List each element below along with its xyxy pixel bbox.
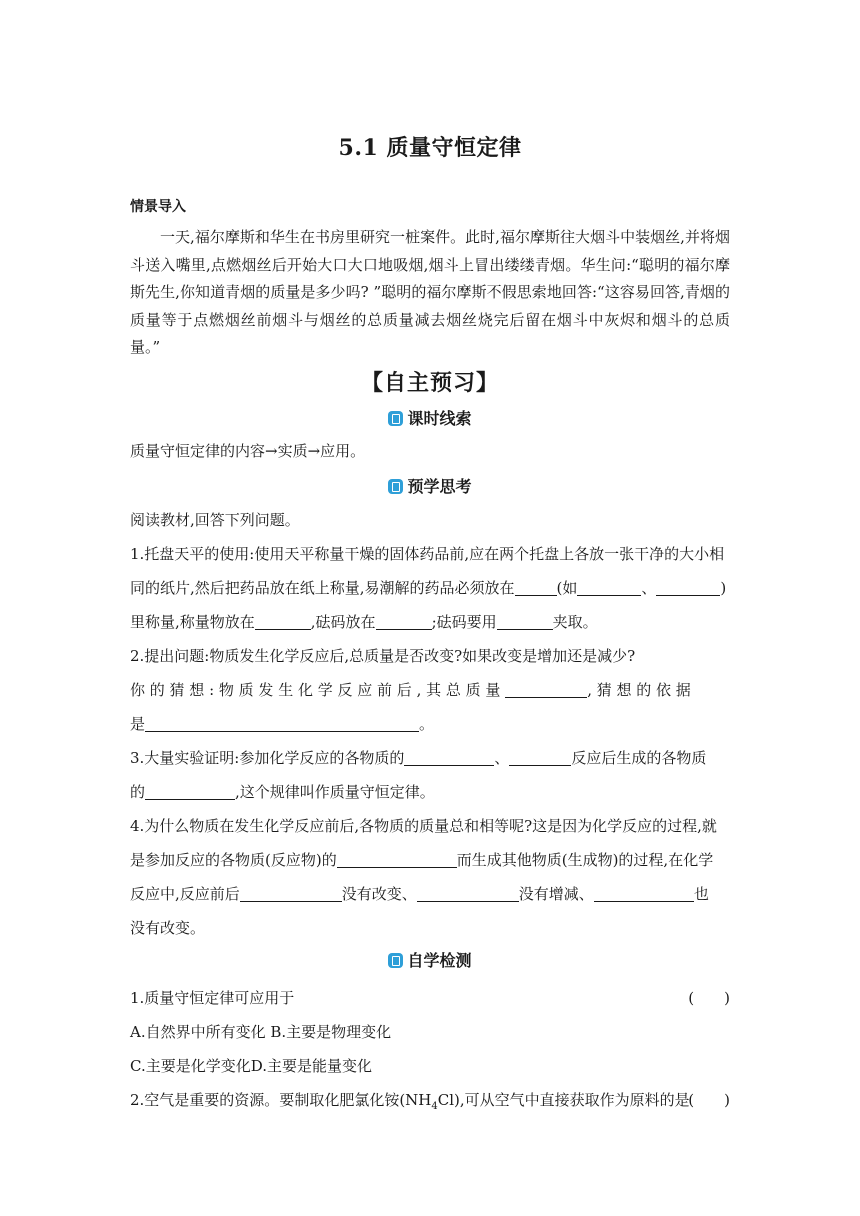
answer-blank[interactable] (515, 580, 557, 596)
q1-text: ,砝码放在 (310, 613, 376, 631)
q3-text: 、 (494, 749, 510, 767)
test1-stem (130, 987, 730, 1008)
answer-blank[interactable] (497, 614, 553, 630)
q2-text: , 猜 想 的 依 据 (587, 681, 691, 699)
q1-text: 同的纸片,然后把药品放在纸上称量,易潮解的药品必须放在 (130, 579, 515, 597)
page-title: 5.1 质量守恒定律 (338, 135, 522, 161)
subheading-label: 预学思考 (407, 477, 472, 496)
check-icon (388, 953, 403, 968)
read-prompt: 阅读教材,回答下列问题。 (130, 511, 300, 529)
answer-paren[interactable]: ( ) (688, 989, 730, 1007)
test2-stem (130, 1089, 730, 1112)
q2-line2 (130, 679, 730, 700)
answer-blank[interactable] (145, 716, 419, 732)
test1-options-cd: C.主要是化学变化D.主要是能量变化 (130, 1057, 372, 1075)
q3-text: 3.大量实验证明:参加化学反应的各物质的 (130, 749, 405, 767)
q1-text: 里称量,称量物放在 (130, 613, 255, 631)
subheading-preview (130, 474, 730, 497)
section-title: 【自主预习】 (360, 370, 499, 396)
answer-blank[interactable] (417, 886, 519, 902)
q1-text: 夹取。 (552, 613, 598, 631)
answer-blank[interactable] (240, 886, 342, 902)
q3-line1 (130, 747, 730, 768)
subheading-label: 自学检测 (407, 951, 472, 970)
q2-text: 是 (130, 715, 146, 733)
q4-text: 而生成其他物质(生成物)的过程,在化学 (456, 851, 714, 869)
clue-text: 质量守恒定律的内容→实质→应用。 (130, 442, 366, 460)
answer-blank[interactable] (376, 614, 432, 630)
q4-text: 反应中,反应前后 (130, 885, 240, 903)
q2-line3 (130, 713, 730, 734)
q1-line2 (130, 577, 730, 598)
answer-blank[interactable] (404, 750, 494, 766)
answer-blank[interactable] (509, 750, 571, 766)
q2-line1: 2.提出问题:物质发生化学反应后,总质量是否改变?如果改变是增加还是减少? (130, 647, 636, 665)
q3-text: 的 (130, 783, 146, 801)
answer-blank[interactable] (594, 886, 694, 902)
answer-blank[interactable] (577, 580, 641, 596)
subheading-lesson-clue (130, 406, 730, 429)
q1-line1: 1.托盘天平的使用:使用天平称量干燥的固体药品前,应在两个托盘上各放一张干净的大小相 (130, 545, 725, 563)
q1-text: ) (720, 579, 727, 597)
q4-line3 (130, 883, 730, 904)
test1-options-ab: A.自然界中所有变化 B.主要是物理变化 (130, 1023, 392, 1041)
q3-line2 (130, 781, 730, 802)
q1-text: 、 (641, 579, 657, 597)
answer-blank[interactable] (145, 784, 235, 800)
q4-text: 没有改变、 (341, 885, 417, 903)
q2-text: 你 的 猜 想 : 物 质 发 生 化 学 反 应 前 后 , 其 总 质 量 (130, 681, 501, 699)
intro-heading: 情景导入 (130, 199, 186, 215)
test2-text: Cl),可从空气中直接获取作为原料的是 (437, 1091, 690, 1109)
answer-blank[interactable] (505, 682, 587, 698)
subheading-label: 课时线索 (407, 409, 472, 428)
answer-blank[interactable] (337, 852, 457, 868)
answer-blank[interactable] (255, 614, 311, 630)
q3-text: ,这个规律叫作质量守恒定律。 (235, 783, 435, 801)
subheading-self-test (130, 948, 730, 971)
q4-line1: 4.为什么物质在发生化学反应前后,各物质的质量总和相等呢?这是因为化学反应的过程,就 (130, 817, 717, 835)
intro-paragraph: 一天,福尔摩斯和华生在书房里研究一桩案件。此时,福尔摩斯往大烟斗中装烟丝,并将烟斗送入嘴里,点燃烟丝后开始大口大口地吸烟,烟斗上冒出缕缕青烟。华生问:“聪明的福尔摩斯先生,你知道青烟的质量是多少吗? ”聪明的福尔摩斯不假思索地回答:“这容易回答,青烟的质量等于点燃烟丝前烟斗与烟丝的总质量减去烟丝烧完后留在烟斗中灰烬和烟斗的总质量。” (130, 228, 730, 356)
q1-text: ;砝码要用 (431, 613, 497, 631)
q1-text: (如 (556, 579, 578, 597)
q2-text: 。 (419, 715, 435, 733)
answer-blank[interactable] (656, 580, 720, 596)
q4-text: 没有增减、 (518, 885, 594, 903)
q3-text: 反应后生成的各物质 (571, 749, 707, 767)
answer-paren[interactable]: ( ) (688, 1091, 730, 1109)
subscript: 4 (431, 1101, 438, 1112)
q1-line3 (130, 611, 730, 632)
test2-text: 2.空气是重要的资源。要制取化肥氯化铵(NH (130, 1091, 432, 1109)
q4-line2 (130, 849, 730, 870)
q4-text: 是参加反应的各物质(反应物)的 (130, 851, 337, 869)
q4-line4: 没有改变。 (130, 919, 206, 937)
clue-icon (388, 411, 403, 426)
q4-text: 也 (693, 885, 709, 903)
book-icon (388, 479, 403, 494)
test1-text: 1.质量守恒定律可应用于 (130, 989, 295, 1007)
